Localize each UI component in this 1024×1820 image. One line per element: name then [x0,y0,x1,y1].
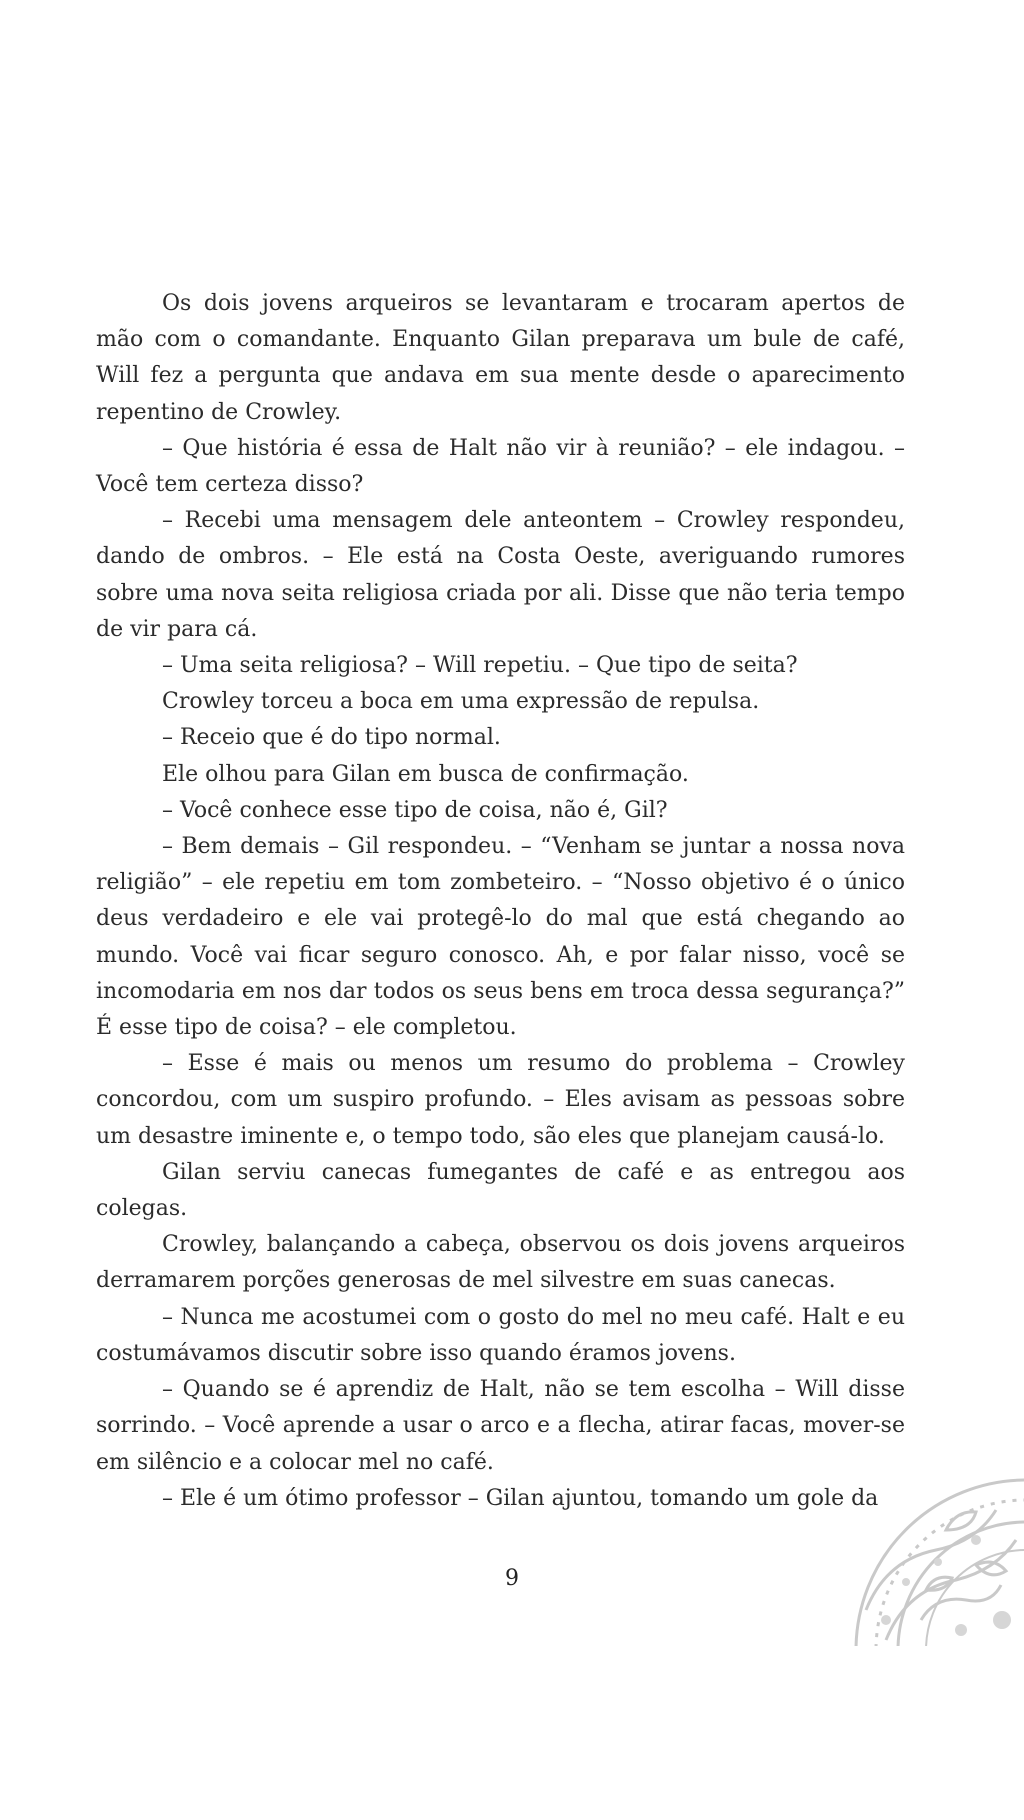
paragraph: Crowley, balançando a cabeça, observou os dois jovens arqueiros derramarem porções generosas de mel silvestre em suas canecas. [96,1232,905,1294]
paragraph: – Receio que é do tipo normal. [162,725,501,751]
floral-corner-ornament-icon [826,1470,1024,1646]
page-number: 9 [505,1566,519,1591]
paragraph: Gilan serviu canecas fumegantes de café e as entregou aos colegas. [96,1159,905,1222]
paragraph: Os dois jovens arqueiros se levantaram e trocaram apertos de mão com o comandante. Enquanto Gilan preparava um bule de café, Will fez a pergunta que andava em sua mente desde o aparecimento repentino de Crowley. [96,291,905,425]
paragraph: Ele olhou para Gilan em busca de confirmação. [162,761,689,787]
paragraph: – Recebi uma mensagem dele anteontem – Crowley respondeu, dando de ombros. – Ele está na Costa Oeste, averiguando rumores sobre uma nova seita religiosa criada por ali. Disse que não teria tempo de vir para cá. [96,508,905,642]
paragraph: Crowley torceu a boca em uma expressão de repulsa. [162,689,760,715]
paragraph: – Quando se é aprendiz de Halt, não se tem escolha – Will disse sorrindo. – Você aprende a usar o arco e a flecha, atirar facas, mover-se em silêncio e a colocar mel no café. [96,1377,905,1475]
body-text [96,286,905,1517]
paragraph: – Nunca me acostumei com o gosto do mel no meu café. Halt e eu costumávamos discutir sobre isso quando éramos jovens. [96,1304,905,1366]
paragraph: – Que história é essa de Halt não vir à reunião? – ele indagou. – Você tem certeza disso? [96,435,905,498]
paragraph: – Uma seita religiosa? – Will repetiu. – Que tipo de seita? [162,653,798,679]
paragraph: – Bem demais – Gil respondeu. – “Venham se juntar a nossa nova religião” – ele repetiu em tom zombeteiro. – “Nosso objetivo é o único deus verdadeiro e ele vai protegê-lo do mal que está chegando ao mundo. Você vai ficar seguro conosco. Ah, e por falar nisso, você se incomodaria em nos dar todos os seus bens em troca dessa segurança?” É esse tipo de coisa? – ele completou. [96,834,905,1041]
paragraph: – Você conhece esse tipo de coisa, não é, Gil? [162,797,668,823]
paragraph: – Esse é mais ou menos um resumo do problema – Crowley concordou, com um suspiro profundo. – Eles avisam as pessoas sobre um desastre iminente e, o tempo todo, são eles que planejam causá-lo. [96,1051,905,1149]
paragraph: – Ele é um ótimo professor – Gilan ajuntou, tomando um gole da [162,1485,879,1511]
